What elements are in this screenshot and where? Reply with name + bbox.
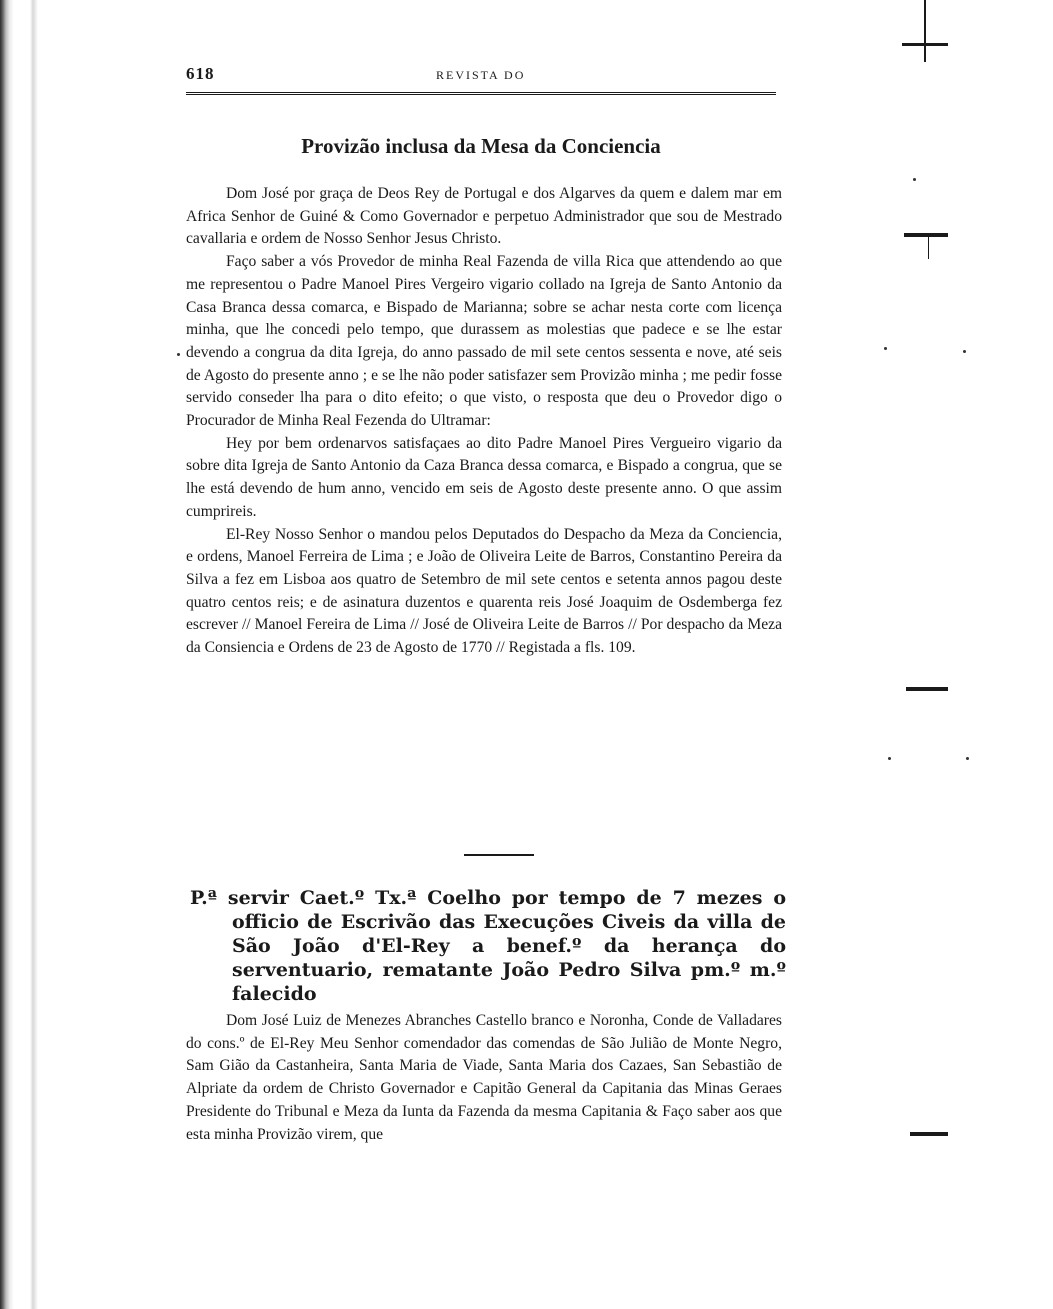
section-body xyxy=(186,1010,782,1146)
section-heading: P.ª servir Caet.º Tx.ª Coelho por tempo de 7 mezes o officio de Escrivão das Execuções Civeis da villa de São João d'El-Rey a benef.º da herança do serventuario, rematante João Pedro Silva pm.º m.º falecido xyxy=(190,887,786,1005)
margin-mark xyxy=(928,237,929,259)
margin-speck xyxy=(963,350,966,353)
paragraph: Dom José Luiz de Menezes Abranches Castello branco e Noronha, Conde de Valladares do cons.º de El-Rey Meu Senhor comendador das comendas de São Julião de Monte Negro, Sam Gião da Castanheira, Santa Maria de Viade, Santa Maria dos Cazaes, San Sebastião de Alpriate da ordem de Christo Governador e Capitão General da Capitania das Minas Geraes Presidente do Tribunal e Meza da Iunta da Fazenda da mesma Capitania & Faço saber aos que esta minha Provizão virem, que xyxy=(186,1012,782,1143)
paragraph: Dom José por graça de Deos Rey de Portugal e dos Algarves da quem e dalem mar em Africa Senhor de Guiné & Como Governador e perpetuo Administrador que sou de Mestrado cavallaria e ordem de Nosso Senhor Jesus Christo. xyxy=(186,185,782,248)
margin-mark xyxy=(906,687,948,691)
margin-speck xyxy=(913,178,916,181)
margin-mark xyxy=(904,233,948,237)
header-rule xyxy=(186,92,776,95)
journal-title: REVISTA DO xyxy=(436,68,526,82)
margin-speck xyxy=(966,757,969,760)
margin-mark xyxy=(924,0,926,62)
page-number: 618 xyxy=(186,64,215,83)
margin-mark xyxy=(910,1132,948,1136)
margin-speck xyxy=(884,347,887,350)
document-page xyxy=(186,0,786,1309)
paragraph: Hey por bem ordenarvos satisfaçaes ao dito Padre Manoel Pires Vergueiro vigario da sobre dita Igreja de Santo Antonio da Caza Branca dessa comarca, e Bispado a congrua, que se lhe está devendo de hum anno, vencido em seis de Agosto deste presente anno. O que assim cumprireis. xyxy=(186,434,782,520)
section-divider xyxy=(464,854,534,856)
paragraph: Faço saber a vós Provedor de minha Real Fazenda de villa Rica que attendendo ao que me representou o Padre Manoel Pires Vergeiro vigario collado na Igreja de Santo Antonio da Casa Branca dessa comarca, e Bispado de Marianna; sobre se achar nesta corte com licença minha, que lhe concedi pelo tempo, que durassem as molestias que padece e se lhe estar devendo a congrua da dita Igreja, do anno passado de mil sete centos sessenta e nove, até seis de Agosto do presente anno ; e se lhe não poder satisfazer sem Provizão minha ; me pedir fosse servido conseder lha para o dito efeito; o que visto, o resposta que deu o Provedor digo o Procurador de Minha Real Fezenda do Ultramar: xyxy=(186,253,782,430)
section-body xyxy=(186,183,782,660)
paragraph: El-Rey Nosso Senhor o mandou pelos Deputados do Despacho da Meza da Conciencia, e ordens, Manoel Ferreira de Lima ; e João de Oliveira Leite de Barros, Constantino Pereira da Silva a fez em Lisboa aos quatro de Setembro de mil sete centos e setenta annos pagou deste quatro centos reis; e de asinatura duzentos e quarenta reis José Joaquim de Osdemberga fez escrever // Manoel Fereira de Lima // José de Oliveira Leite de Barros // Por despacho da Meza da Consiencia e Ordens de 23 de Agosto de 1770 // Registada a fls. 109. xyxy=(186,525,782,657)
book-binding-edge xyxy=(0,0,40,1309)
margin-mark xyxy=(902,43,948,46)
running-head xyxy=(186,62,776,88)
margin-speck xyxy=(177,353,180,356)
margin-speck xyxy=(888,757,891,760)
section-title: Provizão inclusa da Mesa da Conciencia xyxy=(301,134,661,158)
